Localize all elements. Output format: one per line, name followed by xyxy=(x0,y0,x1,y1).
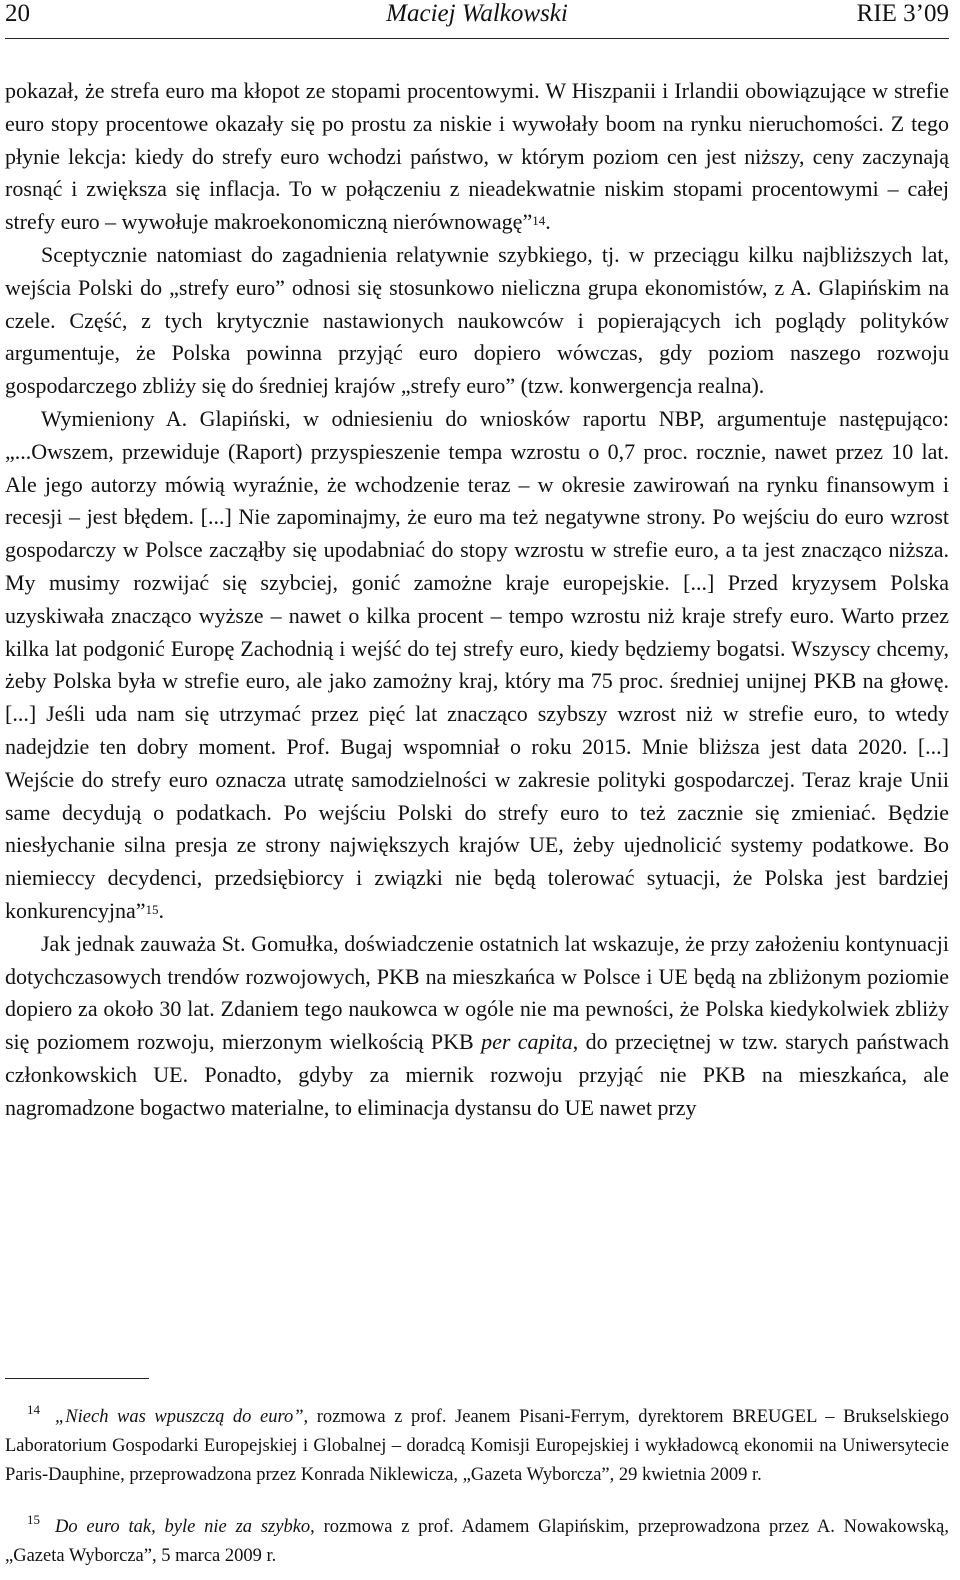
paragraph-4-text-b: , do przeciętnej w tzw. starych państwach członkowskich UE. Ponadto, gdyby za miernik rozwoju przyjąć nie PKB na mieszkańca, ale nagromadzone bogactwo materialne, to eliminacja dystansu do UE nawet przy xyxy=(5,1029,949,1120)
running-author: Maciej Walkowski xyxy=(386,0,568,27)
page-number: 20 xyxy=(5,0,30,27)
paragraph-1-tail: . xyxy=(545,209,551,235)
body-text xyxy=(5,75,949,1125)
paragraph-4-italic: per capita xyxy=(481,1029,573,1055)
footnote-title: „Niech was wpuszczą do euro” xyxy=(55,1407,304,1427)
footnote-text: , rozmowa z prof. Jeanem Pisani-Ferrym, dyrektorem BREUGEL – Brukselskiego Laboratorium Gospodarki Europejskiej i Globalnej – doradcą Komisji Europejskiej i wykładowcą ekonomii na Uniwersytecie Paris-Dauphine, przeprowadzona przez Konrada Niklewicza, „Gazeta Wyborcza”, 29 kwietnia 2009 r. xyxy=(5,1407,949,1485)
footnote-text: , rozmowa z prof. Adamem Glapińskim, przeprowadzona przez A. Nowakowską, „Gazeta Wyborcza”, 5 marca 2009 r. xyxy=(5,1517,949,1566)
paragraph-3-tail: . xyxy=(158,897,164,923)
header-rule xyxy=(5,38,949,39)
footnote-rule xyxy=(5,1378,149,1379)
paragraph-3-text: Wymieniony A. Glapiński, w odniesieniu do wniosków raportu NBP, argumentuje następująco: „...Owszem, przewiduje (Raport) przyspieszenie tempa wzrostu o 0,7 proc. rocznie, nawet przez 10 lat. Ale jego autorzy mówią wyraźnie, że wchodzenie teraz – w okresie zawirowań na rynku finansowym i recesji – jest błędem. [...] Nie zapominajmy, że euro ma też negatywne strony. Po wejściu do euro wzrost gospodarczy w Polsce zacząłby się upodabniać do stopy wzrostu w strefie euro, a ta jest znacząco niższa. My musimy rozwijać się szybciej, gonić zamożne kraje europejskie. [...] Przed kryzysem Polska uzyskiwała znacząco wyższe – nawet o kilka procent – tempo wzrostu niż kraje strefy euro. Warto przez kilka lat podgonić Europę Zachodnią i wejść do tej strefy euro, kiedy będziemy bogatsi. Wszyscy chcemy, żeby Polska była w strefie euro, ale jako zamożny kraj, który ma 75 proc. średniej unijnej PKB na głowę. [...] Jeśli uda nam się utrzymać przez pięć lat znacząco szybszy wzrost niż w strefie euro, to wtedy nadejdzie ten dobry moment. Prof. Bugaj wspomniał o roku 2015. Mnie bliższa jest data 2020. [...] Wejście do strefy euro oznacza utratę samodzielności w zakresie polityki gospodarczej. Teraz kraje Unii same decydują o podatkach. Po wejściu Polski do strefy euro to też zacznie się zmieniać. Będzie niesłychanie silna presja ze strony największych krajów UE, żeby ujednolicić systemy podatkowe. Bo niemieccy decydenci, przedsiębiorcy i związki nie będą tolerować sytuacji, że Polska jest bardziej konkurencyjna” xyxy=(5,405,949,923)
journal-issue: RIE 3’09 xyxy=(856,0,949,27)
footnote-14: 14 „Niech was wpuszczą do euro”, rozmowa z prof. Jeanem Pisani-Ferrym, dyrektorem BREUGEL – Brukselskiego Laboratorium Gospodarki Europejskiej i Globalnej – doradcą Komisji Europejskiej i wykładowcą ekonomii na Uniwersytecie Paris-Dauphine, przeprowadzona przez Konrada Niklewicza, „Gazeta Wyborcza”, 29 kwietnia 2009 r. xyxy=(5,1402,949,1485)
paragraph-1-text: pokazał, że strefa euro ma kłopot ze stopami procentowymi. W Hiszpanii i Irlandii obowiązujące w strefie euro stopy procentowe okazały się po prostu za niskie i wywołały boom na rynku nieruchomości. Z tego płynie lekcja: kiedy do strefy euro wchodzi państwo, w którym poziom cen jest niższy, ceny zaczynają rosnąć i zwiększa się inflacja. To w połączeniu z nieadekwatnie niskim stopami procentowymi – całej strefy euro – wywołuje makroekonomiczną nierównowagę” xyxy=(5,78,949,235)
footnote-title: Do euro tak, byle nie za szybko xyxy=(55,1517,311,1537)
footnote-ref-14: 14 xyxy=(532,213,546,229)
paragraph-4-text-a: Jak jednak zauważa St. Gomułka, doświadczenie ostatnich lat wskazuje, że przy założeniu kontynuacji dotychczasowych trendów rozwojowych, PKB na mieszkańca w Polsce i UE będą na zbliżonym poziomie dopiero za około 30 lat. Zdaniem tego naukowca w ogóle nie ma pewności, że Polska kiedykolwiek zbliży się poziomem rozwoju, mierzonym wielkością PKB xyxy=(5,930,949,1055)
running-header xyxy=(5,0,949,34)
paragraph-3 xyxy=(5,403,949,928)
paragraph-2: Sceptycznie natomiast do zagadnienia relatywnie szybkiego, tj. w przeciągu kilku najbliższych lat, wejścia Polski do „strefy euro” odnosi się stosunkowo nieliczna grupa ekonomistów, z A. Glapińskim na czele. Część, z tych krytycznie nastawionych naukowców i popierających ich poglądy polityków argumentuje, że Polska powinna przyjąć euro dopiero wówczas, gdy poziom naszego rozwoju gospodarczego zbliży się do średniej krajów „strefy euro” (tzw. konwergencja realna). xyxy=(5,241,949,399)
footnote-15: 15 Do euro tak, byle nie za szybko, rozmowa z prof. Adamem Glapińskim, przeprowadzona przez A. Nowakowską, „Gazeta Wyborcza”, 5 marca 2009 r. xyxy=(5,1512,949,1566)
footnote-ref-15: 15 xyxy=(145,901,159,917)
paragraph-1 xyxy=(5,75,949,239)
paragraph-4 xyxy=(5,928,949,1125)
